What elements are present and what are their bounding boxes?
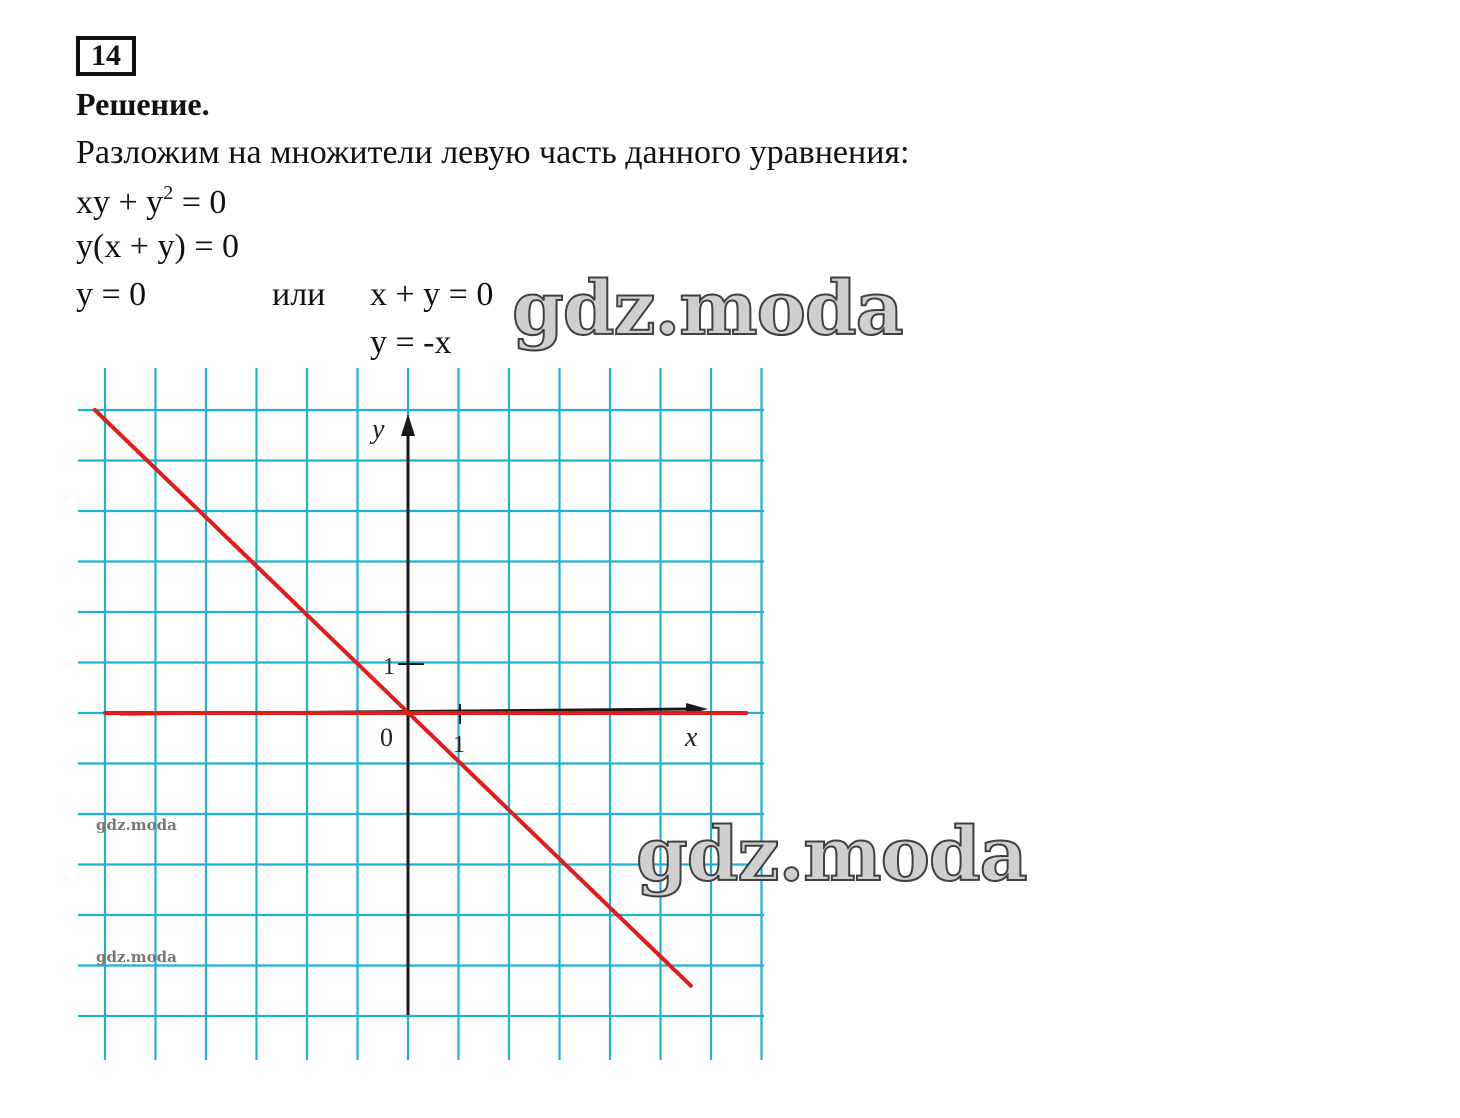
equation-1-base: xy + y	[76, 184, 164, 221]
equation-1-power: 2	[163, 182, 174, 204]
x-tick-label: 1	[453, 732, 465, 758]
case-y-minus-x: y = -x	[370, 324, 452, 361]
case-y-zero: y = 0	[76, 276, 147, 313]
solution-heading: Решение.	[76, 86, 210, 122]
connector-or: или	[272, 276, 326, 313]
case-x-plus-y: x + y = 0	[370, 276, 494, 313]
origin-label: 0	[380, 723, 393, 752]
y-tick-label: 1	[383, 654, 395, 680]
y-axis-label: y	[372, 414, 385, 445]
watermark-small-1: gdz.moda	[96, 816, 177, 834]
intro-text: Разложим на множители левую часть данного уравнения:	[76, 134, 910, 171]
watermark-top: gdz.moda	[512, 266, 903, 352]
x-axis-label: x	[685, 722, 698, 753]
equation-1-rest: = 0	[173, 184, 227, 221]
watermark-small-2: gdz.moda	[96, 948, 177, 966]
problem-number-box: 14	[76, 36, 136, 76]
watermark-bottom: gdz.moda	[636, 812, 1027, 898]
equation-2: y(x + y) = 0	[76, 228, 239, 265]
